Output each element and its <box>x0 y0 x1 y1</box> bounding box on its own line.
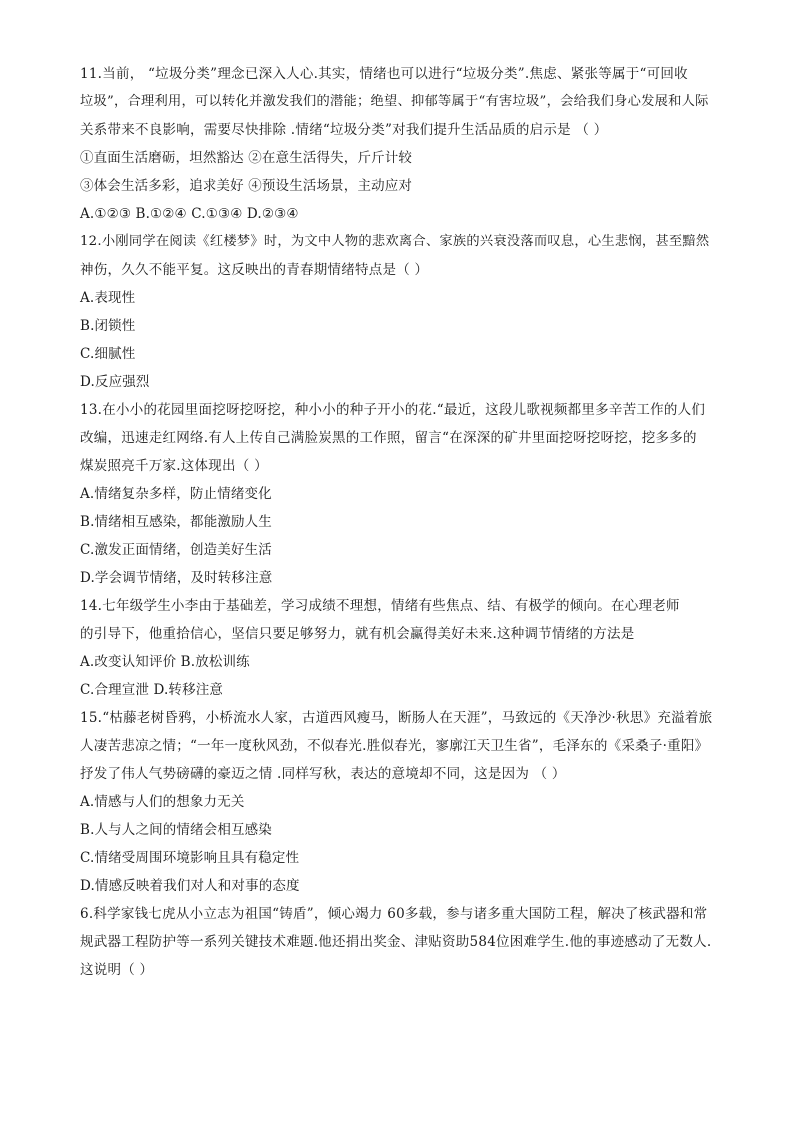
option-c: C.细腻性 <box>80 346 136 362</box>
stem-line: 改编，迅速走红网络.有人上传自己满脸炭黑的工作照，留言“在深深的矿井里面挖呀挖呀挖，挖多多的 <box>80 430 697 446</box>
question-stem <box>80 900 716 984</box>
option-c: C.情绪受周围环境影响且具有稳定性 <box>80 850 300 866</box>
option-b: B.情绪相互感染，都能激励人生 <box>80 514 272 530</box>
option-line: ①直面生活磨砺，坦然豁达 ②在意生活得失，斤斤计较 <box>80 150 413 166</box>
stem-line: 6.科学家钱七虎从小立志为祖国“铸盾”，倾心竭力 60多载，参与诸多重大国防工程，解决了核武器和常 <box>80 906 708 922</box>
stem-line: 这说明（ ） <box>80 962 154 978</box>
question-stem <box>80 704 716 788</box>
question-14 <box>80 592 716 704</box>
stem-line: 13.在小小的花园里面挖呀挖呀挖，种小小的种子开小的花.“最近，这段儿歌视频都里多辛苦工作的人们 <box>80 402 706 418</box>
option-line: A.改变认知评价 B.放松训练 <box>80 654 250 670</box>
option-line: C.合理宣泄 D.转移注意 <box>80 682 224 698</box>
stem-line: 煤炭照亮千万家.这体现出（ ） <box>80 458 268 474</box>
question-stem <box>80 60 716 144</box>
question-6 <box>80 900 716 984</box>
question-15 <box>80 704 716 900</box>
stem-line: 11.当前， “垃圾分类”理念已深入人心.其实，情绪也可以进行“垃圾分类”.焦虑、紧张等属于“可回收 <box>80 66 688 82</box>
option-a: A.表现性 <box>80 290 136 306</box>
question-options <box>80 480 716 592</box>
option-a: A.情绪复杂多样，防止情绪变化 <box>80 486 272 502</box>
stem-line: 15.“枯藤老树昏鸦，小桥流水人家，古道西风瘦马，断肠人在天涯”，马致远的《天净沙·秋思》充溢着旅 <box>80 710 713 726</box>
stem-line: 垃圾”，合理利用，可以转化并激发我们的潜能；绝望、抑郁等属于“有害垃圾”，会给我们身心发展和人际 <box>80 94 709 109</box>
question-11 <box>80 60 716 228</box>
question-stem <box>80 396 716 480</box>
question-options <box>80 284 716 396</box>
question-options <box>80 144 716 228</box>
stem-line: 神伤，久久不能平复。这反映出的青春期情绪特点是（ ） <box>80 262 429 278</box>
option-b: B.人与人之间的情绪会相互感染 <box>80 822 272 838</box>
exam-page <box>80 60 716 984</box>
stem-line: 关系带来不良影响，需要尽快排除 .情绪“垃圾分类”对我们提升生活品质的启示是 （ ） <box>80 122 608 138</box>
option-d: D.情感反映着我们对人和对事的态度 <box>80 878 300 894</box>
question-stem <box>80 592 716 648</box>
stem-line: 规武器工程防护等一系列关键技术难题.他还捐出奖金、津贴资助584位困难学生.他的事迹感动了无数人. <box>80 934 712 950</box>
stem-line: 的引导下，他重拾信心，坚信只要足够努力，就有机会赢得美好未来.这种调节情绪的方法是 <box>80 626 635 642</box>
question-options <box>80 788 716 900</box>
option-line: ③体会生活多彩，追求美好 ④预设生活场景，主动应对 <box>80 178 413 194</box>
option-a: A.情感与人们的想象力无关 <box>80 794 245 810</box>
option-d: D.反应强烈 <box>80 374 150 390</box>
stem-line: 14.七年级学生小李由于基础差，学习成绩不理想，情绪有些焦点、结、有极学的倾向。在心理老师 <box>80 598 680 614</box>
stem-line: 抒发了伟人气势磅礴的豪迈之情 .同样写秋，表达的意境却不同，这是因为 （ ） <box>80 766 566 782</box>
option-b: B.闭锁性 <box>80 318 136 334</box>
stem-line: 12.小刚同学在阅读《红楼梦》时，为文中人物的悲欢离合、家族的兴衰没落而叹息，心生悲悯，甚至黯然 <box>80 234 710 249</box>
question-options <box>80 648 716 704</box>
option-c: C.激发正面情绪，创造美好生活 <box>80 542 272 558</box>
question-13 <box>80 396 716 592</box>
option-d: D.学会调节情绪，及时转移注意 <box>80 570 273 586</box>
question-12 <box>80 228 716 396</box>
option-line: A.①②③ B.①②④ C.①③④ D.②③④ <box>80 206 299 222</box>
stem-line: 人凄苦悲凉之情；“一年一度秋风劲，不似春光.胜似春光，寥廓江天卫生省”，毛泽东的《采桑子·重阳》 <box>80 738 709 754</box>
question-stem <box>80 228 716 284</box>
